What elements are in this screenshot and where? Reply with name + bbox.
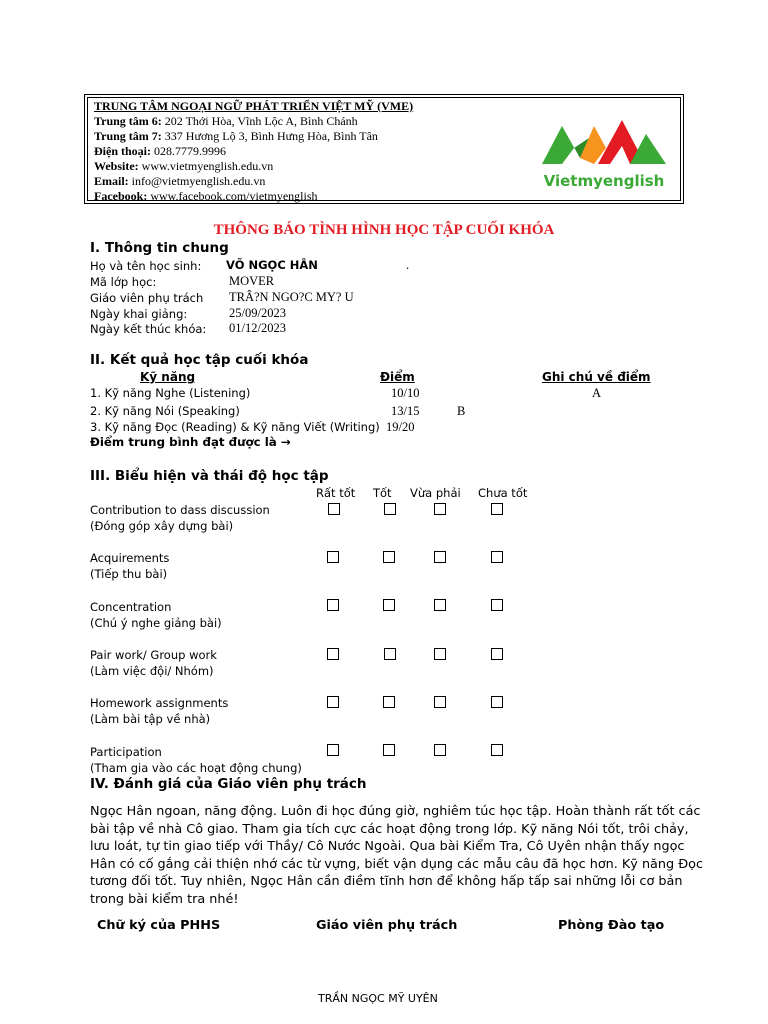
behavior-row-1-vi: (Đóng góp xây dựng bài) (90, 519, 234, 533)
checkbox-homework-average[interactable] (434, 696, 446, 708)
header-line-phone: Điện thoại: 028.7779.9996 (94, 144, 226, 158)
section4-heading: IV. Đánh giá của Giáo viên phụ trách (90, 776, 367, 792)
checkbox-concentration-not-good[interactable] (491, 599, 503, 611)
checkbox-pairwork-not-good[interactable] (491, 648, 503, 660)
checkbox-participation-very-good[interactable] (327, 744, 339, 756)
section3-heading: III. Biểu hiện và thái độ học tập (90, 468, 329, 484)
vietmyenglish-logo (540, 112, 668, 192)
checkbox-participation-good[interactable] (383, 744, 395, 756)
checkbox-participation-not-good[interactable] (491, 744, 503, 756)
col-note-header: Ghi chú về điểm (542, 370, 651, 384)
checkbox-pairwork-average[interactable] (434, 648, 446, 660)
col-good: Tốt (373, 486, 392, 500)
teacher-name: TRẦN NGỌC MỸ UYÊN (318, 992, 438, 1005)
col-not-good: Chưa tốt (478, 486, 528, 500)
note-listening: A (592, 386, 602, 400)
checkbox-contribution-very-good[interactable] (328, 503, 340, 515)
behavior-row-5-vi: (Làm bài tập về nhà) (90, 712, 211, 726)
behavior-row-4-en: Pair work/ Group work (90, 648, 217, 662)
header-box (84, 94, 684, 204)
header-line-email: Email: info@vietmyenglish.edu.vn (94, 174, 266, 188)
behavior-row-2-en: Acquirements (90, 551, 170, 565)
checkbox-concentration-very-good[interactable] (327, 599, 339, 611)
col-very-good: Rất tốt (316, 486, 356, 500)
svg-text:Vietmyenglish: Vietmyenglish (543, 172, 665, 190)
info-dot: . (406, 258, 410, 272)
section1-heading: I. Thông tin chung (90, 240, 229, 256)
class-code-value: MOVER (229, 274, 275, 288)
end-date-value: 01/12/2023 (229, 321, 286, 335)
checkbox-homework-not-good[interactable] (491, 696, 503, 708)
behavior-row-2-vi: (Tiếp thu bài) (90, 567, 168, 581)
checkbox-concentration-good[interactable] (383, 599, 395, 611)
document-title: THÔNG BÁO TÌNH HÌNH HỌC TẬP CUỐI KHÓA (213, 222, 555, 238)
class-code-label: Mã lớp học: (90, 275, 157, 289)
score-listening: 10/10 (391, 386, 420, 400)
skill-listening: 1. Kỹ năng Nghe (Listening) (90, 386, 251, 400)
start-date-label: Ngày khai giảng: (90, 307, 188, 321)
checkbox-acquirements-very-good[interactable] (327, 551, 339, 563)
col-score-header: Điểm (380, 370, 415, 384)
checkbox-acquirements-average[interactable] (434, 551, 446, 563)
teacher-value: TRÂ?N NGO?C MY? U (229, 290, 354, 304)
end-date-label: Ngày kết thúc khóa: (90, 322, 207, 336)
checkbox-pairwork-good[interactable] (384, 648, 396, 660)
evaluation-paragraph: Ngọc Hân ngoan, năng động. Luôn đi học đúng giờ, nghiêm túc học tập. Hoàn thành rất tốt các bài tập về nhà Cô giao. Tham gia tích cực các hoạt động trong lớp. Kỹ năng Nói tốt, trôi chảy, lưu loát, tự tin giao tiếp với Thầy/ Cô Nước Ngoài. Qua bài Kiểm Tra, Cô Uyên nhận thấy ngọc Hân có cố gắng cải thiện nhớ các từ vựng, biết vận dụng các mẫu câu đã học hơn. Kỹ năng Đọc tương đối tốt. Tuy nhiên, Ngọc Hân cần điềm tĩnh hơn để không hấp tấp sai những lỗi cơ bản trong bài kiểm tra nhé! (90, 804, 703, 907)
checkbox-concentration-average[interactable] (434, 599, 446, 611)
behavior-row-6-vi: (Tham gia vào các hoạt động chung) (90, 761, 302, 775)
score-reading-writing: 19/20 (386, 420, 415, 434)
teacher-label: Giáo viên phụ trách (90, 291, 204, 305)
col-skill-header: Kỹ năng (140, 370, 196, 384)
checkbox-homework-good[interactable] (383, 696, 395, 708)
checkbox-acquirements-good[interactable] (383, 551, 395, 563)
teacher-signature-label: Giáo viên phụ trách (316, 918, 458, 933)
office-signature-label: Phòng Đào tạo (558, 918, 665, 933)
behavior-row-1-en: Contribution to dass discussion (90, 503, 270, 517)
checkbox-pairwork-very-good[interactable] (327, 648, 339, 660)
behavior-row-3-vi: (Chú ý nghe giảng bài) (90, 616, 222, 630)
parent-signature-label: Chữ ký của PHHS (97, 918, 221, 933)
score-speaking: 13/15 (391, 404, 420, 418)
checkbox-homework-very-good[interactable] (327, 696, 339, 708)
student-name-label: Họ và tên học sinh: (90, 259, 202, 273)
checkbox-contribution-average[interactable] (434, 503, 446, 515)
checkbox-contribution-not-good[interactable] (491, 503, 503, 515)
behavior-row-5-en: Homework assignments (90, 696, 229, 710)
start-date-value: 25/09/2023 (229, 306, 286, 320)
section2-heading: II. Kết quả học tập cuối khóa (90, 352, 309, 368)
average-label: Điểm trung bình đạt được là → (90, 435, 291, 449)
header-line-center6: Trung tâm 6: 202 Thới Hòa, Vĩnh Lộc A, Bình Chánh (94, 114, 358, 128)
checkbox-acquirements-not-good[interactable] (491, 551, 503, 563)
behavior-row-3-en: Concentration (90, 600, 172, 614)
checkbox-participation-average[interactable] (434, 744, 446, 756)
arrow-right-icon: → (280, 435, 291, 449)
skill-speaking: 2. Kỹ năng Nói (Speaking) (90, 404, 240, 418)
center-name: TRUNG TÂM NGOẠI NGỮ PHÁT TRIỂN VIỆT MỸ (VME) (94, 99, 414, 113)
header-line-website: Website: www.vietmyenglish.edu.vn (94, 159, 274, 173)
col-average: Vừa phải (410, 486, 461, 500)
header-line-center7: Trung tâm 7: 337 Hương Lộ 3, Bình Hưng Hòa, Bình Tân (94, 129, 378, 143)
skill-reading-writing: 3. Kỹ năng Đọc (Reading) & Kỹ năng Viết (Writing) (90, 420, 380, 434)
behavior-row-4-vi: (Làm việc đội/ Nhóm) (90, 664, 214, 678)
grade-speaking: B (457, 404, 466, 418)
checkbox-contribution-good[interactable] (384, 503, 396, 515)
behavior-row-6-en: Participation (90, 745, 162, 759)
header-line-facebook: Facebook: www.facebook.com/vietmyenglish (94, 189, 318, 203)
student-name-value: VÕ NGỌC HÂN (226, 258, 318, 272)
